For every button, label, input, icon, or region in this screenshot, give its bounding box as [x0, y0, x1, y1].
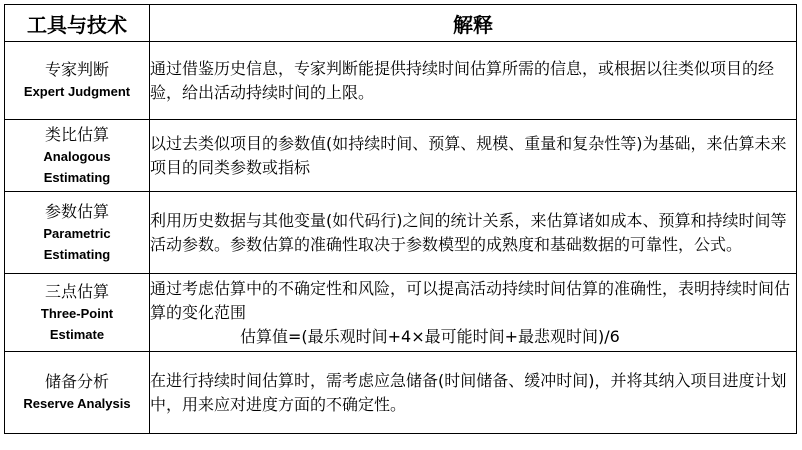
table-row: [5, 352, 797, 434]
tool-name-cell: [5, 274, 150, 352]
header-explanation: 解释: [150, 5, 797, 42]
tool-name-cn: 专家判断: [44, 60, 109, 79]
tool-name-cell: [5, 120, 150, 192]
table-row: [5, 274, 797, 352]
tool-name-cn: 储备分析: [44, 372, 109, 391]
header-tools: 工具与技术: [5, 5, 150, 42]
tool-description: 以过去类似项目的参数值(如持续时间、预算、规模、重量和复杂性等)为基础，来估算未来项目的同类参数或指标: [150, 120, 797, 192]
pert-formula: 估算值=(最乐观时间+4×最可能时间+最悲观时间)/6: [240, 326, 620, 346]
tool-name-en: Reserve Analysis: [23, 396, 131, 411]
tool-name-cn: 三点估算: [44, 281, 109, 301]
tool-description: 通过考虑估算中的不确定性和风险，可以提高活动持续时间估算的准确性，表明持续时间估算的变化范围: [150, 278, 791, 322]
table-row: [5, 192, 797, 274]
tool-name-cn: 类比估算: [44, 124, 109, 144]
tool-name-en-line2: Estimating: [43, 169, 111, 185]
tool-description: 在进行持续时间估算时，需考虑应急储备(时间储备、缓冲时间)，并将其纳入项目进度计划中，用来应对进度方面的不确定性。: [150, 352, 797, 434]
tool-name-en-line1: Analogous: [43, 148, 111, 164]
tool-description: 通过借鉴历史信息，专家判断能提供持续时间估算所需的信息，或根据以往类似项目的经验，给出活动持续时间的上限。: [150, 42, 797, 120]
tools-techniques-table: [4, 4, 797, 434]
tool-name-cell: [5, 352, 150, 434]
tool-name-en-line1: Parametric: [43, 225, 111, 241]
tool-name-en-line1: Three-Point: [40, 305, 114, 321]
tool-name-cn: 参数估算: [44, 201, 109, 221]
table-header-row: [5, 5, 797, 42]
tool-name-cell: [5, 192, 150, 274]
table-row: [5, 120, 797, 192]
tool-description-cell: [150, 274, 797, 352]
tool-name-en-line2: Estimating: [43, 246, 111, 262]
tool-name-en-line2: Estimate: [49, 326, 105, 342]
tool-name-en: Expert Judgment: [23, 84, 131, 99]
table-row: [5, 42, 797, 120]
tool-description: 利用历史数据与其他变量(如代码行)之间的统计关系，来估算诸如成本、预算和持续时间等活动参数。参数估算的准确性取决于参数模型的成熟度和基础数据的可靠性，公式。: [150, 192, 797, 274]
tool-name-cell: [5, 42, 150, 120]
